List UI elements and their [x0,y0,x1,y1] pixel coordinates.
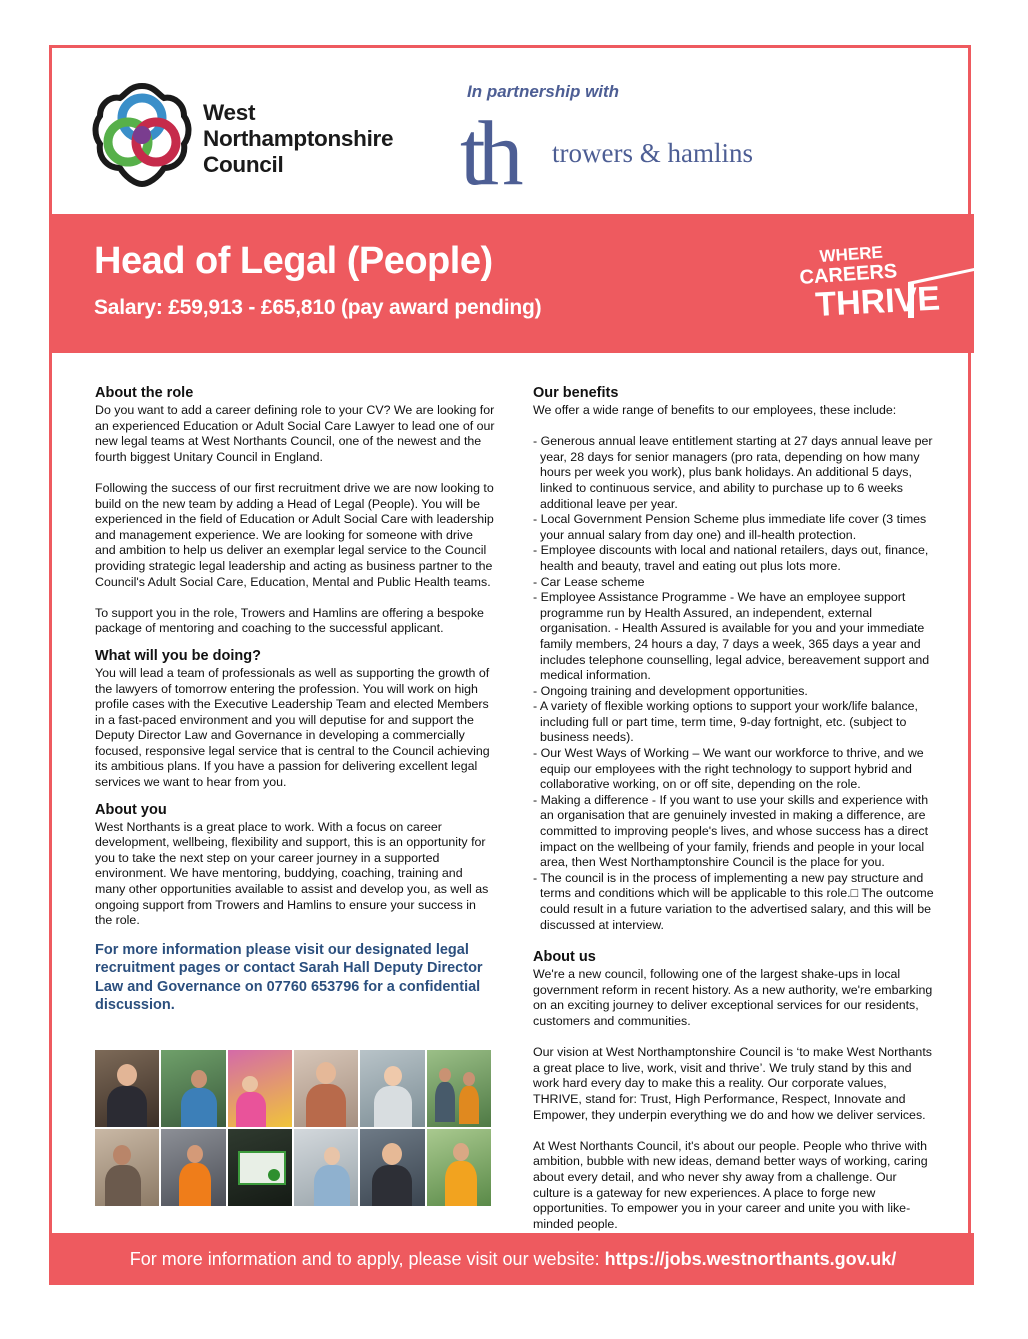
about-role-paragraph: Do you want to add a career defining role to your CV? We are looking for an experienced Education or Adult Social Care Lawyer to lead one of our new legal teams at West Northants Council, one of the newest and the fourth biggest Unitary Council in England. [95,403,495,464]
about-us-heading: About us [533,949,596,966]
photo-tile [161,1129,225,1206]
benefit-item: - Making a difference - If you want to use your skills and experience with an organisation that are genuinely invested in making a difference, are committed to improving people's lives, and whose success has a direct impact on the wellbeing of your family, friends and people in your local area, then West Northamptonshire Council is the place for you. [533,792,929,870]
photo-tile [360,1050,424,1127]
photo-tile [228,1129,292,1206]
right-column [533,384,937,1248]
benefit-item: - Ongoing training and development opportunities. [533,683,808,698]
photo-tile [95,1129,159,1206]
about-us-paragraph: Our vision at West Northamptonshire Council is ‘to make West Northants a great place to live, work, visit and thrive’. We truly stand by this and work hard every day to make this a reality. Our corporate values, THRIVE, stand for: Trust, High Performance, Respect, Innovate and Empower, they underpin everything we do and how we deliver services. [533,1045,932,1122]
benefit-item: - The council is in the process of implementing a new pay structure and terms and conditions which will be applicable to this role.□ The outcome could result in a future variation to the advertised salary, and this will be discussed at interview. [533,870,934,932]
council-logo-icon [92,80,192,190]
about-us-paragraph: We're a new council, following one of the largest shake-ups in local government reform in recent history. As a new authority, we're embarking on an exciting journey to deliver exceptional services for our residents, customers and communities. [533,967,933,1028]
contact-callout: For more information please visit our designated legal recruitment pages or contact Sarah Hall Deputy Director Law and Governance on 07760 653796 for a confidential discussion. [95,941,483,1014]
council-name-line-1: West [203,100,256,125]
header [52,48,974,214]
benefit-item: - Our West Ways of Working – We want our workforce to thrive, and we equip our employees with the right technology to support hybrid and collaborative working, on or off site, depending on the role. [533,746,924,792]
job-title: Head of Legal (People) [94,240,493,282]
about-us-paragraph: At West Northants Council, it's about our people. People who thrive with ambition, bubble with new ideas, demand better ways of working, caring about every detail, and who never shy away from a challenge. Our culture is a gateway for new experiences. A place to forge new opportunities. To empower you in your career and unite you with like-minded people. [533,1138,928,1231]
photo-tile [161,1050,225,1127]
benefit-item: - Car Lease scheme [533,574,645,589]
benefit-item: - Local Government Pension Scheme plus immediate life cover (3 times your annual salary from day one) and ill-health protection. [533,512,927,542]
photo-tile [360,1129,424,1206]
salary: Salary: £59,913 - £65,810 (pay award pending) [94,296,542,319]
about-you-heading: About you [95,801,167,818]
slogan-thrive: THRIVE [814,279,941,324]
slogan-where: WHERE [818,242,884,266]
footer-website-link[interactable]: https://jobs.westnorthants.gov.uk/ [604,1249,897,1269]
benefits-list [533,434,937,933]
doing-heading: What will you be doing? [95,647,261,664]
where-careers-thrive-logo-icon [796,238,976,328]
benefits-heading: Our benefits [533,385,619,401]
council-name-line-3: Council [203,152,284,177]
benefits-intro: We offer a wide range of benefits to our employees, these include: [533,403,897,417]
about-role-heading: About the role [95,385,194,401]
benefit-item: - Employee discounts with local and national retailers, days out, finance, health and beauty, travel and eating out plus lots more. [533,543,929,573]
footer-bar [52,1233,974,1285]
council-name [203,100,393,178]
benefits-section [533,384,937,933]
partner-mark: th [460,108,516,190]
about-us-section [533,948,937,1232]
partner-name: trowers & hamlins [552,138,753,168]
photo-tile [427,1050,491,1127]
photo-tile [294,1129,358,1206]
staff-photo-collage [95,1050,491,1206]
about-you-paragraph: West Northants is a great place to work. With a focus on career development, wellbeing, flexibility and support, this is an opportunity for you to take the next step on your career journey in a supported environment. We have mentoring, buddying, coaching, training and many other opportunities available to assist and develop you, as well as ongoing support from Trowers and Hamlins to ensure your success in the role. [95,819,489,928]
photo-tile [294,1050,358,1127]
trowers-hamlins-monogram-icon [460,108,535,190]
footer-text: For more information and to apply, please visit our website: [129,1249,605,1269]
photo-tile [95,1050,159,1127]
doing-section [95,647,495,791]
photo-tile [427,1129,491,1206]
about-role-section [95,384,495,637]
benefit-item: - Employee Assistance Programme - We have an employee support programme run by Health Assured, an independent, external organisation. - Health Assured is available for you and your immediate family members, 24 hours a day, 7 days a week, 365 days a year and includes telephone counselling, legal advice, bereavement support and medical information. [533,590,930,683]
title-banner [52,214,974,353]
about-role-paragraph: Following the success of our first recruitment drive we are now looking to build on the new team by adding a Head of Legal (People). You will be experienced in the field of Education or Adult Social Care with leadership and management experience. We are looking for someone with drive and ambition to help us deliver an exemplar legal service to the Council providing strategic legal leadership and acting as business partner to the Council's Adult Social Care, Education, Mental and Public Health teams. [95,480,494,589]
benefit-item: - A variety of flexible working options to support your work/life balance, including full or part time, term time, 9-day fortnight, etc. (subject to business needs). [533,699,918,745]
benefit-item: - Generous annual leave entitlement starting at 27 days annual leave per year, 28 days for senior managers (pro rata, depending on how many hours per week you work), plus bank holidays. An additional 5 days, linked to continuous service, and ability to purchase up to 6 weeks additional leave per year. [533,434,933,511]
photo-tile [228,1050,292,1127]
partner-label: In partnership with [467,82,620,101]
doing-paragraph: You will lead a team of professionals as well as supporting the growth of the lawyers of tomorrow entering the profession. You will work on high profile cases with the Executive Leadership Team and elected Members in a fast-paced environment and you will deputise for and support the Deputy Director Law and Governance in developing a commercially focused, responsive legal service that is central to the Council achieving its ambitious plans. If you have a passion for delivering excellent legal services we want to hear from you. [95,665,490,790]
left-column [95,384,495,1015]
about-you-section [95,801,495,929]
council-name-line-2: Northamptonshire [203,126,394,151]
slogan-careers: CAREERS [798,260,898,289]
about-role-paragraph: To support you in the role, Trowers and Hamlins are offering a bespoke package of mentoring and coaching to the successful applicant. [95,605,484,636]
